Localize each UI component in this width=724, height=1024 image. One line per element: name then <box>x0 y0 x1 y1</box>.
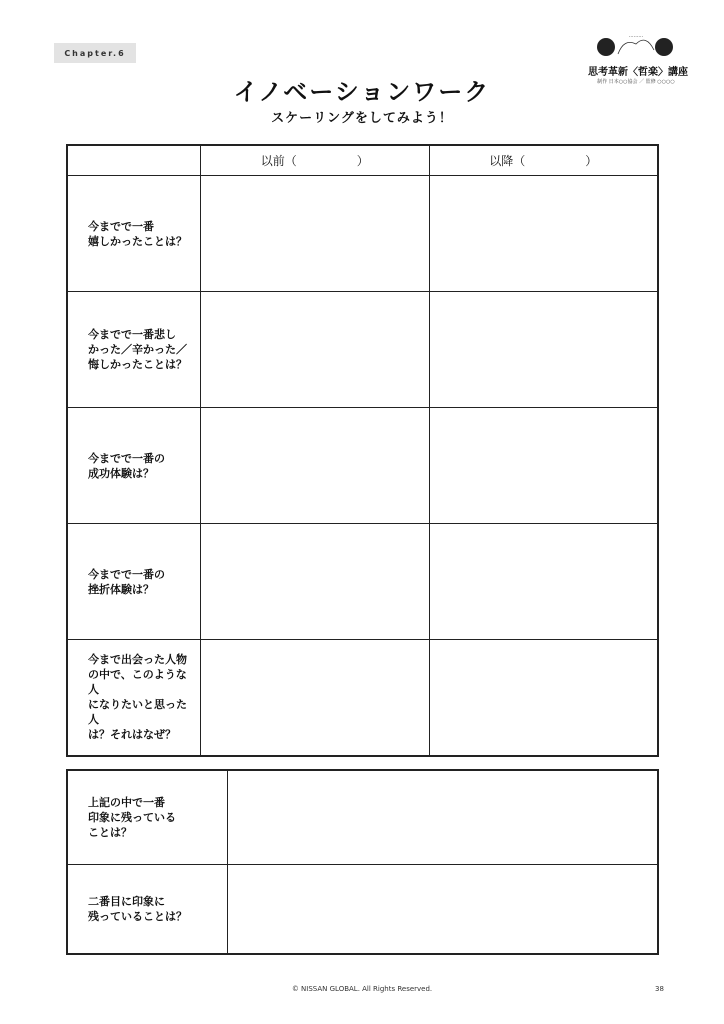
page-subtitle: スケーリングをしてみよう！ <box>271 111 453 126</box>
table-row <box>67 176 658 292</box>
answer-before-cell[interactable] <box>201 640 429 756</box>
table-row <box>67 640 658 756</box>
answer-after-cell[interactable] <box>429 292 658 408</box>
svg-text:·········: ········· <box>628 34 644 40</box>
answer-before-cell[interactable] <box>201 292 429 408</box>
answer-cell[interactable] <box>228 864 659 954</box>
question-role-model: 今まで出会った人物 の中で、このような人 になりたいと思った人 は？それはなぜ？ <box>67 640 201 756</box>
page-number: 38 <box>655 985 664 993</box>
table-row <box>67 524 658 640</box>
table-row <box>67 408 658 524</box>
question-second-impressive: 二番目に印象に 残っていることは？ <box>67 864 228 954</box>
header-blank-cell <box>67 145 201 176</box>
answer-after-cell[interactable] <box>429 408 658 524</box>
answer-before-cell[interactable] <box>201 176 429 292</box>
answer-after-cell[interactable] <box>429 640 658 756</box>
question-success: 今までで一番の 成功体験は？ <box>67 408 201 524</box>
logo-title: 思考革新〈哲楽〉講座 <box>588 67 688 78</box>
header-after: 以降（ ） <box>429 145 658 176</box>
impression-table <box>66 769 659 955</box>
answer-cell[interactable] <box>228 770 659 864</box>
answer-before-cell[interactable] <box>201 524 429 640</box>
logo-subtitle: 制作 日本○○協会 ／ 監修 ○○○○ <box>597 79 675 85</box>
question-happiest: 今までで一番 嬉しかったことは？ <box>67 176 201 292</box>
question-most-impressive: 上記の中で一番 印象に残っている ことは？ <box>67 770 228 864</box>
table-header-row <box>67 145 658 176</box>
table-row <box>67 292 658 408</box>
table-row <box>67 864 658 954</box>
answer-after-cell[interactable] <box>429 176 658 292</box>
answer-after-cell[interactable] <box>429 524 658 640</box>
copyright-footer: © NISSAN GLOBAL. All Rights Reserved. <box>291 985 433 993</box>
question-saddest: 今までで一番悲し かった／辛かった／ 悔しかったことは？ <box>67 292 201 408</box>
table-row <box>67 770 658 864</box>
header-before: 以前（ ） <box>201 145 429 176</box>
scaling-table <box>66 144 659 757</box>
answer-before-cell[interactable] <box>201 408 429 524</box>
logo-mark-icon <box>588 30 684 62</box>
page-title: イノベーションワーク <box>233 78 491 106</box>
question-setback: 今までで一番の 挫折体験は？ <box>67 524 201 640</box>
chapter-badge: Chapter.6 <box>54 43 136 63</box>
